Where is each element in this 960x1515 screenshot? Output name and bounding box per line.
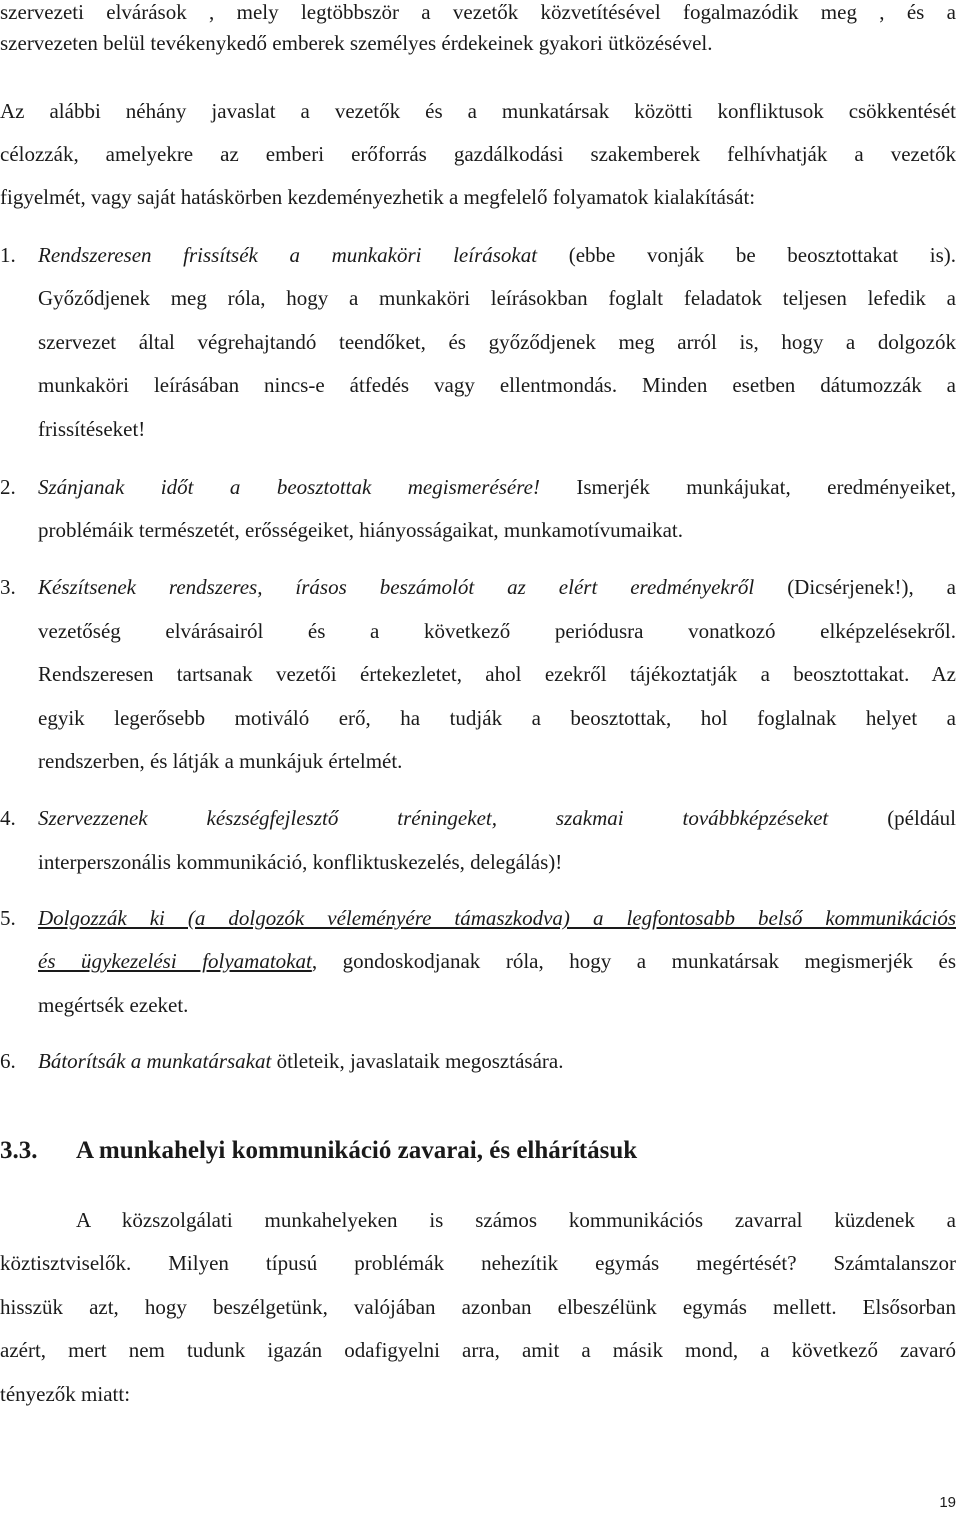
item-3-line-3: Rendszeresen tartsanak vezetői értekezletet, ahol ezekről tájékoztatják a beosztottakat. Az bbox=[38, 662, 956, 686]
item-4-line-1-rest: (például bbox=[828, 806, 956, 830]
intro-line-2: szervezeten belül tevékenykedő emberek személyes érdekeinek gyakori ütközésével. bbox=[0, 31, 713, 55]
item-3-line-1 bbox=[38, 575, 956, 599]
section-title: A munkahelyi kommunikáció zavarai, és elhárításuk bbox=[76, 1137, 638, 1164]
item-1-line-1 bbox=[38, 243, 956, 267]
section-para-line-3: hisszük azt, hogy beszélgetünk, valójában azonban elbeszélünk egymás mellett. Elsősorban bbox=[0, 1295, 956, 1319]
item-1-line-4: munkaköri leírásában nincs-e átfedés vagy ellentmondás. Minden esetben dátumozzák a bbox=[38, 373, 956, 397]
proposals-line-3: figyelmét, vagy saját hatáskörben kezdeményezhetik a megfelelő folyamatok kialakítását: bbox=[0, 185, 756, 209]
item-5-title-part-1: Dolgozzák ki (a dolgozók véleményére támaszkodva) a legfontosabb belső kommunikációs bbox=[38, 906, 956, 930]
item-4-line-1 bbox=[38, 806, 956, 830]
item-3-line-4: egyik legerősebb motiváló erő, ha tudják a beosztottak, hol foglalnak helyet a bbox=[38, 706, 956, 730]
item-1-number: 1. bbox=[0, 243, 16, 267]
item-4-number: 4. bbox=[0, 806, 16, 830]
page-number: 19 bbox=[939, 1494, 956, 1511]
item-5-line-2 bbox=[38, 949, 956, 973]
intro-line-1: szervezeti elvárások , mely legtöbbször a vezetők közvetítésével fogalmazódik meg , és a bbox=[0, 0, 956, 24]
section-number: 3.3. bbox=[0, 1137, 38, 1164]
section-heading bbox=[0, 1136, 637, 1166]
item-5-line-1 bbox=[38, 906, 956, 930]
item-6-line-1 bbox=[38, 1049, 563, 1073]
section-para-line-4: azért, mert nem tudunk igazán odafigyelni arra, amit a másik mond, a következő zavaró bbox=[0, 1338, 956, 1362]
item-3-line-2: vezetőség elvárásairól és a következő periódusra vonatkozó elképzelésekről. bbox=[38, 619, 956, 643]
item-3-line-1-rest: (Dicsérjenek!), a bbox=[754, 575, 956, 599]
item-3-title: Készítsenek rendszeres, írásos beszámolót az elért eredményekről bbox=[38, 575, 755, 599]
item-6-title: Bátorítsák a munkatársakat bbox=[38, 1049, 272, 1073]
item-1-line-3: szervezet által végrehajtandó teendőket, és győződjenek meg arról is, hogy a dolgozók bbox=[38, 330, 956, 354]
item-1-line-1-rest: (ebbe vonják be beosztottakat is). bbox=[537, 243, 956, 267]
item-6-line-1-rest: ötleteik, javaslataik megosztására. bbox=[271, 1049, 564, 1073]
item-2-line-1-rest: Ismerjék munkájukat, eredményeiket, bbox=[539, 475, 956, 499]
item-1-line-5: frissítéseket! bbox=[38, 417, 146, 441]
item-6-number: 6. bbox=[0, 1049, 16, 1073]
section-para-line-1: A közszolgálati munkahelyeken is számos kommunikációs zavarral küzdenek a bbox=[76, 1208, 956, 1232]
item-5-line-2-rest: , gondoskodjanak róla, hogy a munkatársak megismerjék és bbox=[311, 949, 956, 973]
item-4-line-2: interperszonális kommunikáció, konfliktuskezelés, delegálás)! bbox=[38, 850, 563, 874]
proposals-line-2: célozzák, amelyekre az emberi erőforrás gazdálkodási szakemberek felhívhatják a vezetők bbox=[0, 142, 956, 166]
item-4-title: Szervezzenek készségfejlesztő tréningeket, szakmai továbbképzéseket bbox=[38, 806, 829, 830]
item-5-number: 5. bbox=[0, 906, 16, 930]
item-2-title: Szánjanak időt a beosztottak megismerésére! bbox=[38, 475, 540, 499]
proposals-line-1: Az alábbi néhány javaslat a vezetők és a munkatársak közötti konfliktusok csökkentését bbox=[0, 99, 956, 123]
item-2-number: 2. bbox=[0, 475, 16, 499]
item-5-line-3: megértsék ezeket. bbox=[38, 993, 189, 1017]
item-5-title-part-2: és ügykezelési folyamatokat bbox=[38, 949, 312, 973]
item-1-line-2: Győződjenek meg róla, hogy a munkaköri leírásokban foglalt feladatok teljesen lefedik a bbox=[38, 286, 956, 310]
item-3-number: 3. bbox=[0, 575, 16, 599]
item-3-line-5: rendszerben, és látják a munkájuk értelmét. bbox=[38, 749, 403, 773]
item-1-title: Rendszeresen frissítsék a munkaköri leírásokat bbox=[38, 243, 538, 267]
section-para-line-2: köztisztviselők. Milyen típusú problémák nehezítik egymás megértését? Számtalanszor bbox=[0, 1251, 956, 1275]
item-2-line-2: problémáik természetét, erősségeiket, hiányosságaikat, munkamotívumaikat. bbox=[38, 518, 683, 542]
item-2-line-1 bbox=[38, 475, 956, 499]
section-para-line-5: tényezők miatt: bbox=[0, 1382, 131, 1406]
